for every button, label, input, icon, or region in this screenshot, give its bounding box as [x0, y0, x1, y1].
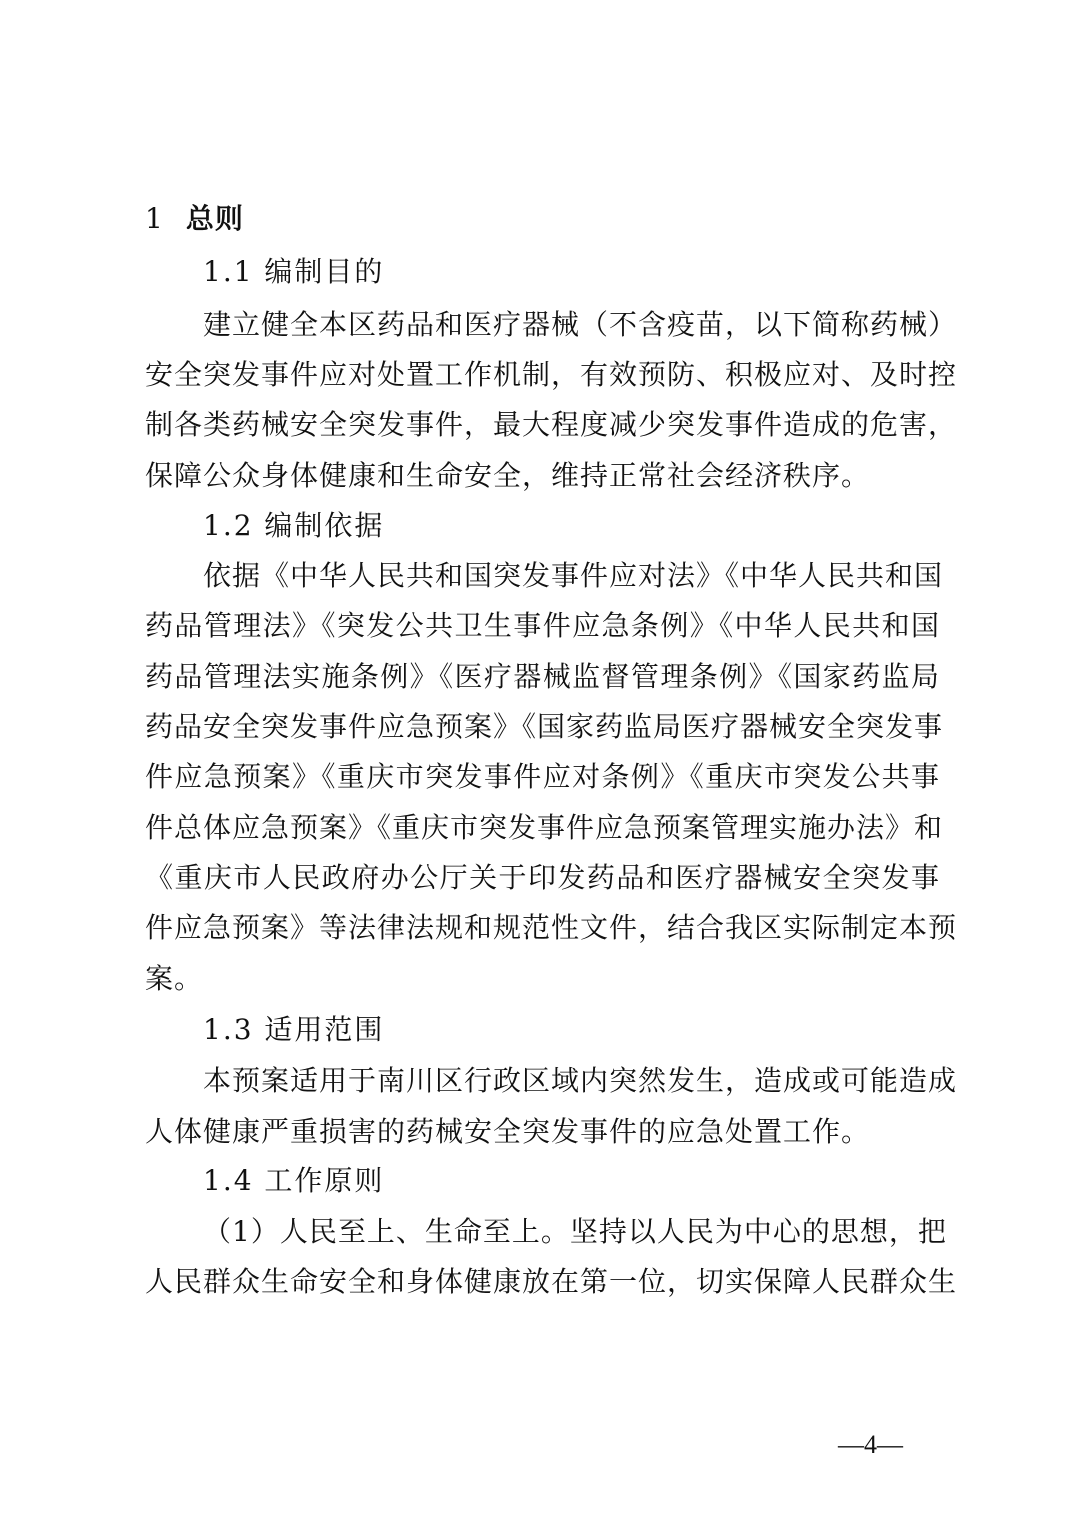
para-1-2-line: 药品管理法》《突发公共卫生事件应急条例》《中华人民共和国 [145, 609, 940, 642]
heading-1-4: 1.4 工作原则 [203, 1164, 385, 1197]
heading-1-3: 1.3 适用范围 [203, 1013, 385, 1046]
para-1-4-line: 人民群众生命安全和身体健康放在第一位，切实保障人民群众生 [145, 1265, 958, 1298]
para-1-1-line: 建立健全本区药品和医疗器械（不含疫苗，以下简称药械） [203, 308, 958, 341]
para-1-2-line: 药品安全突发事件应急预案》《国家药监局医疗器械安全突发事 [145, 710, 944, 743]
para-1-3-line: 人体健康严重损害的药械安全突发事件的应急处置工作。 [145, 1115, 871, 1148]
section-1-heading [145, 199, 940, 239]
para-1-2-line: 件应急预案》等法律法规和规范性文件，结合我区实际制定本预 [145, 911, 958, 944]
para-1-2-line: 件总体应急预案》《重庆市突发事件应急预案管理实施办法》和 [145, 811, 944, 844]
para-1-2-line: 依据《中华人民共和国突发事件应对法》《中华人民共和国 [203, 559, 944, 592]
para-1-3-line: 本预案适用于南川区行政区域内突然发生，造成或可能造成 [203, 1064, 958, 1097]
section-number: 1 [145, 202, 164, 235]
para-1-1-line: 制各类药械安全突发事件，最大程度减少突发事件造成的危害， [145, 408, 958, 441]
para-1-4-line: （1）人民至上、生命至上。坚持以人民为中心的思想，把 [203, 1215, 947, 1248]
para-1-2-line: 件应急预案》《重庆市突发事件应对条例》《重庆市突发公共事 [145, 760, 940, 793]
section-title: 总则 [185, 202, 244, 235]
para-1-1-line: 保障公众身体健康和生命安全，维持正常社会经济秩序。 [145, 459, 871, 492]
para-1-1-line: 安全突发事件应对处置工作机制，有效预防、积极应对、及时控 [145, 358, 958, 391]
page-number: —4— [838, 1430, 903, 1459]
heading-1-2: 1.2 编制依据 [203, 509, 385, 542]
para-1-2-line: 《重庆市人民政府办公厅关于印发药品和医疗器械安全突发事 [145, 861, 940, 894]
para-1-2-line: 案。 [145, 962, 204, 995]
para-1-2-line: 药品管理法实施条例》《医疗器械监督管理条例》《国家药监局 [145, 660, 940, 693]
heading-1-1: 1.1 编制目的 [203, 255, 385, 288]
